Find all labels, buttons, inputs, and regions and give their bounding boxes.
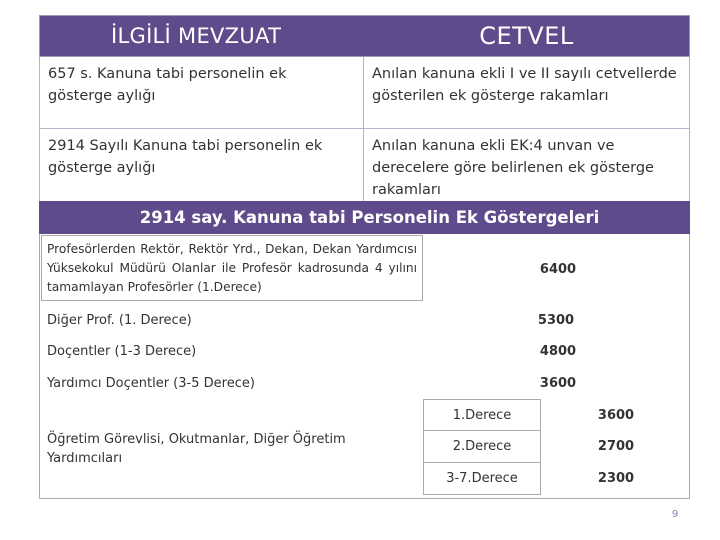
degree-3-label: 3-7.Derece <box>446 471 518 486</box>
degree-1-label: 1.Derece <box>452 408 512 423</box>
degree-1-value: 3600 <box>597 408 635 423</box>
diger-prof-label: Diğer Prof. (1. Derece) <box>47 313 192 328</box>
mevzuat-row-1-left <box>39 57 363 129</box>
mevzuat-row-1-left-text: 657 s. Kanuna tabi personelin ek gösterge aylığı <box>48 66 287 104</box>
mevzuat-row-2-left <box>39 129 363 201</box>
diger-prof-value: 5300 <box>537 313 575 328</box>
mevzuat-row-2-right-text: Anılan kanuna ekli EK:4 unvan ve derecelere göre belirlenen ek gösterge rakamları <box>372 138 654 198</box>
degree-subgrid-divider-1 <box>423 430 541 431</box>
mevzuat-row-2-left-text: 2914 Sayılı Kanuna tabi personelin ek gösterge aylığı <box>48 138 323 176</box>
profesor-value: 6400 <box>539 262 577 277</box>
ogretim-gorevlisi-label: Öğretim Görevlisi, Okutmanlar, Diğer Öğretim Yardımcıları <box>47 432 346 466</box>
docent-label: Doçentler (1-3 Derece) <box>47 344 197 359</box>
mevzuat-column-header: İLGİLİ MEVZUAT <box>111 24 282 48</box>
mevzuat-row-1-right <box>363 57 690 129</box>
yardimci-docent-label: Yardımcı Doçentler (3-5 Derece) <box>47 376 255 391</box>
degree-2-label: 2.Derece <box>452 439 512 454</box>
degree-2-value: 2700 <box>597 439 635 454</box>
degree-3-value: 2300 <box>597 471 635 486</box>
degree-subgrid-divider-2 <box>423 462 541 463</box>
yardimci-docent-value: 3600 <box>539 376 577 391</box>
cetvel-column-header: CETVEL <box>479 22 574 50</box>
docent-value: 4800 <box>539 344 577 359</box>
mevzuat-row-2-right <box>363 129 690 201</box>
profesor-label: Profesörlerden Rektör, Rektör Yrd., Dekan, Dekan Yardımcısı Yüksekokul Müdürü Olanlar ile Profesör kadrosunda 4 yılını tamamlayan Profesörler (1.Derece) <box>47 242 417 294</box>
mevzuat-row-1-right-text: Anılan kanuna ekli I ve II sayılı cetvellerde gösterilen ek gösterge rakamları <box>372 66 677 104</box>
ek-gosterge-title: 2914 say. Kanuna tabi Personelin Ek Göstergeleri <box>39 201 690 234</box>
page-number: 9 <box>671 509 679 520</box>
